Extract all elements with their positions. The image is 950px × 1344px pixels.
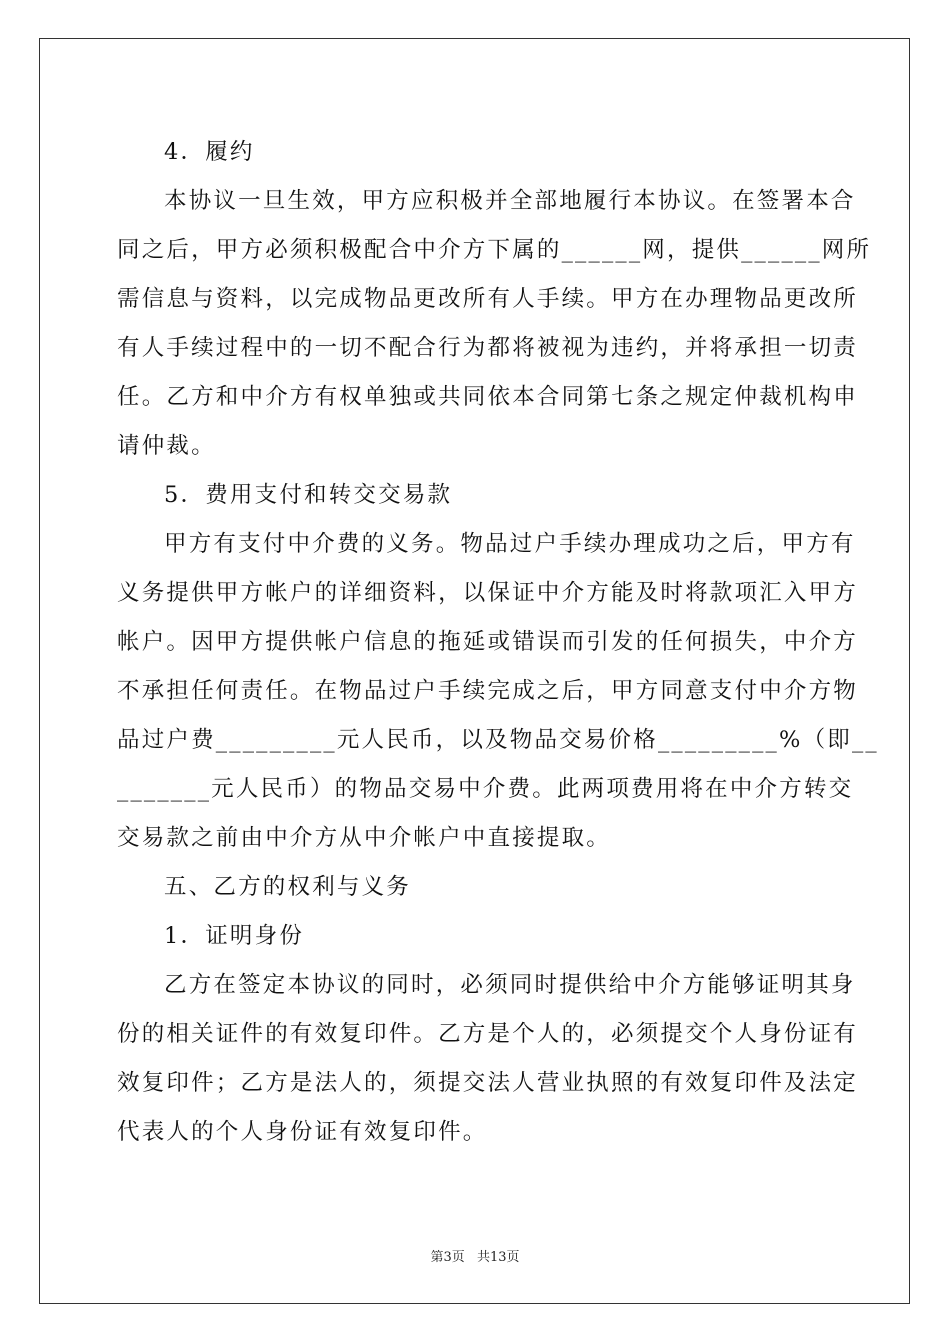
page-footer	[0, 1246, 950, 1265]
section-heading: 4．履约	[164, 139, 255, 165]
paragraph-line: 义务提供甲方帐户的详细资料，以保证中介方能及时将款项汇入甲方	[117, 580, 859, 606]
section-heading: 5．费用支付和转交交易款	[164, 482, 453, 508]
section-heading: 五、乙方的权利与义务	[164, 874, 412, 900]
paragraph-line: 乙方在签定本协议的同时，必须同时提供给中介方能够证明其身	[164, 972, 856, 998]
page-number: 第3页	[430, 1250, 465, 1265]
paragraph-line: 不承担任何责任。在物品过户手续完成之后，甲方同意支付中介方物	[117, 678, 859, 704]
paragraph-line: _______元人民币）的物品交易中介费。此两项费用将在中介方转交	[117, 776, 854, 802]
paragraph-line: 代表人的个人身份证有效复印件。	[117, 1119, 488, 1145]
paragraph-line: 份的相关证件的有效复印件。乙方是个人的，必须提交个人身份证有	[117, 1021, 859, 1047]
paragraph-line: 需信息与资料，以完成物品更改所有人手续。甲方在办理物品更改所	[117, 286, 859, 312]
document-body	[117, 128, 879, 1157]
paragraph-line: 本协议一旦生效，甲方应积极并全部地履行本协议。在签署本合	[164, 188, 856, 214]
paragraph-line: 效复印件；乙方是法人的，须提交法人营业执照的有效复印件及法定	[117, 1070, 859, 1096]
paragraph-line: 品过户费_________元人民币，以及物品交易价格_________%（即__	[117, 727, 879, 753]
paragraph-line: 有人手续过程中的一切不配合行为都将被视为违约，并将承担一切责	[117, 335, 859, 361]
paragraph-line: 交易款之前由中介方从中介帐户中直接提取。	[117, 825, 612, 851]
paragraph-line: 任。乙方和中介方有权单独或共同依本合同第七条之规定仲裁机构申	[117, 384, 859, 410]
section-heading: 1．证明身份	[164, 923, 305, 949]
paragraph-line: 请仲裁。	[117, 433, 216, 459]
page-total: 共13页	[476, 1250, 520, 1265]
paragraph-line: 甲方有支付中介费的义务。物品过户手续办理成功之后，甲方有	[164, 531, 856, 557]
paragraph-line: 同之后，甲方必须积极配合中介方下属的______网，提供______网所	[117, 237, 872, 263]
paragraph-line: 帐户。因甲方提供帐户信息的拖延或错误而引发的任何损失，中介方	[117, 629, 859, 655]
